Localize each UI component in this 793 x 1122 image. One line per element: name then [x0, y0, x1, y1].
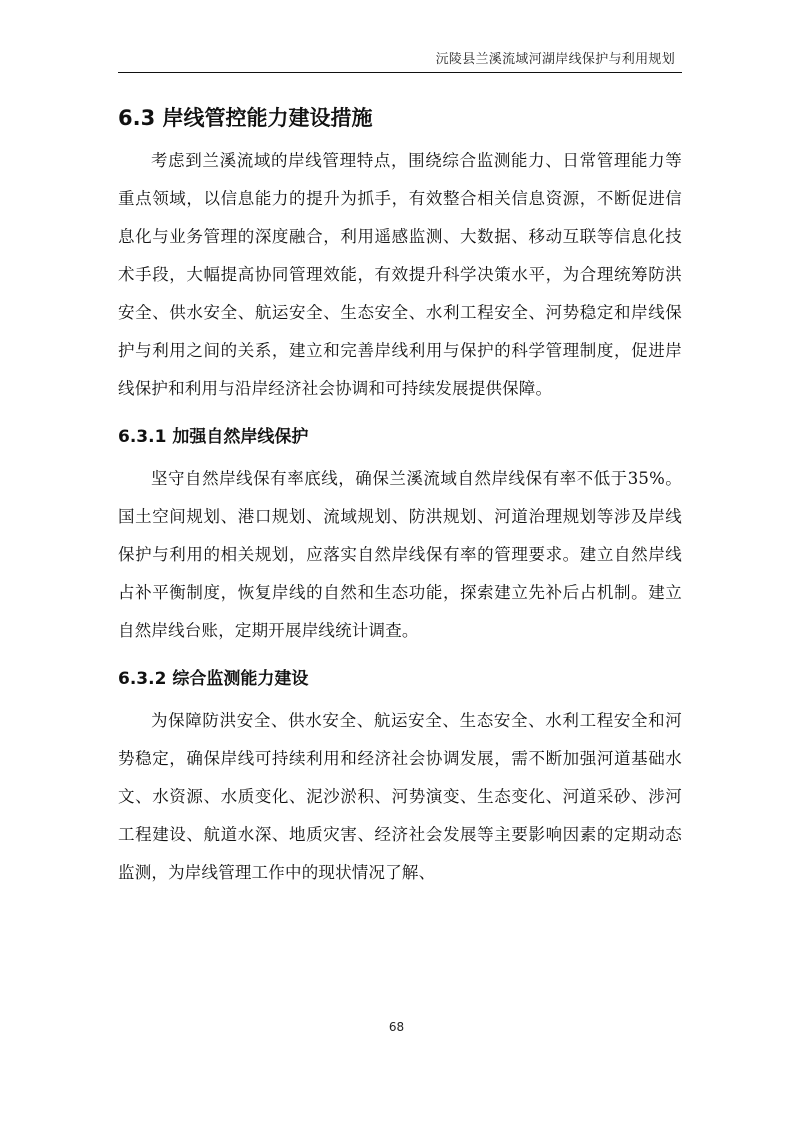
monitoring-paragraph: 为保障防洪安全、供水安全、航运安全、生态安全、水利工程安全和河势稳定，确保岸线可持续利用和经济社会协调发展，需不断加强河道基础水文、水资源、水质变化、泥沙淤积、河势演变、生态变化、河道采砂、涉河工程建设、航道水深、地质灾害、经济社会发展等主要影响因素的定期动态监测，为岸线管理工作中的现状情况了解、	[118, 711, 682, 882]
subsection-title-monitoring: 6.3.2 综合监测能力建设	[118, 669, 309, 689]
page-number: 68	[388, 1020, 405, 1034]
section-title: 6.3 岸线管控能力建设措施	[118, 106, 373, 130]
running-header: 沅陵县兰溪流域河湖岸线保护与利用规划	[435, 52, 675, 67]
page-body	[118, 100, 682, 892]
header-rule	[118, 72, 682, 73]
natural-shoreline-paragraph: 坚守自然岸线保有率底线，确保兰溪流域自然岸线保有率不低于35%。国土空间规划、港口规划、流域规划、防洪规划、河道治理规划等涉及岸线保护与利用的相关规划，应落实自然岸线保有率的管理要求。建立自然岸线占补平衡制度，恢复岸线的自然和生态功能，探索建立先补后占机制。建立自然岸线台账，定期开展岸线统计调查。	[118, 469, 682, 640]
subsection-title-natural-shoreline: 6.3.1 加强自然岸线保护	[118, 427, 309, 447]
section-intro-paragraph: 考虑到兰溪流域的岸线管理特点，围绕综合监测能力、日常管理能力等重点领域，以信息能力的提升为抓手，有效整合相关信息资源，不断促进信息化与业务管理的深度融合，利用遥感监测、大数据、移动互联等信息化技术手段，大幅提高协同管理效能，有效提升科学决策水平，为合理统筹防洪安全、供水安全、航运安全、生态安全、水利工程安全、河势稳定和岸线保护与利用之间的关系，建立和完善岸线利用与保护的科学管理制度，促进岸线保护和利用与沿岸经济社会协调和可持续发展提供保障。	[118, 151, 682, 398]
